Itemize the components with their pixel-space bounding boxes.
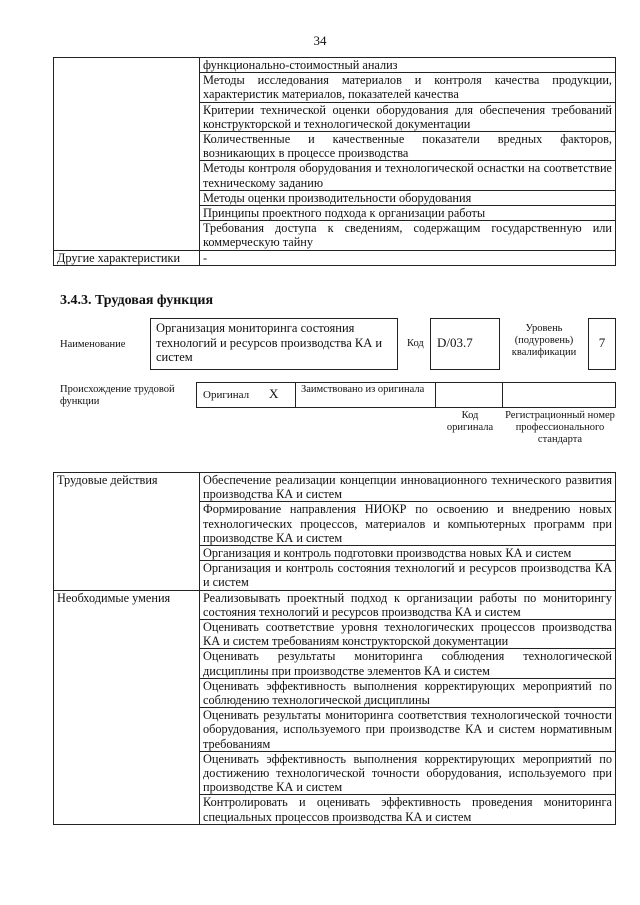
- list-item: Организация и контроль состояния технологий и ресурсов производства КА и систем: [200, 561, 616, 590]
- registration-caption: Регистрационный номер профессионального стандарта: [505, 410, 615, 445]
- level-label: Уровень (подуровень) квалификации: [511, 323, 577, 358]
- list-item: Оценивать эффективность выполнения корректирующих мероприятий по соблюдению технологической дисциплины: [200, 678, 616, 707]
- table-row: [54, 58, 616, 73]
- list-item: Оценивать эффективность выполнения корректирующих мероприятий по достижению технологической точности оборудования, используемого при производстве КА и систем: [200, 751, 616, 795]
- function-name-box: [150, 318, 398, 370]
- level-box: [588, 318, 616, 370]
- list-item: Методы контроля оборудования и технологической оснастки на соответствие техническому заданию: [200, 161, 616, 190]
- list-item: Количественные и качественные показатели вредных факторов, возникающих в процессе производства: [200, 132, 616, 161]
- table-label-cell: [54, 58, 200, 251]
- list-item: Оценивать результаты мониторинга соответствия технологической точности оборудования, используемого при производстве КА и систем нормативным требованиям: [200, 708, 616, 752]
- list-item: функционально-стоимостный анализ: [200, 58, 616, 73]
- list-item: Оценивать результаты мониторинга соблюдения технологической дисциплины при производстве элементов КА и систем: [200, 649, 616, 678]
- list-item: Формирование направления НИОКР по освоению и внедрению новых технологических процессов, материалов и компьютерных программ при производстве КА и систем: [200, 502, 616, 546]
- original-box: [196, 382, 296, 408]
- origin-label: Происхождение трудовой функции: [60, 384, 175, 407]
- code-value: D/03.7: [437, 335, 473, 350]
- table-row: [54, 590, 616, 619]
- code-label: Код: [407, 338, 424, 349]
- original-label: Оригинал: [203, 389, 250, 401]
- name-label: Наименование: [60, 339, 126, 350]
- original-code-caption: Код оригинала: [446, 410, 494, 433]
- original-code-box: [435, 382, 503, 408]
- borrowed-label: Заимствовано из оригинала: [301, 384, 425, 395]
- knowledge-table: [53, 57, 616, 266]
- list-item: Реализовывать проектный подход к организации работы по мониторингу состояния технологий и ресурсов производства КА и систем: [200, 590, 616, 619]
- list-item: Методы оценки производительности оборудования: [200, 190, 616, 205]
- list-item: Организация и контроль подготовки производства новых КА и систем: [200, 546, 616, 561]
- table-row: [54, 473, 616, 502]
- list-item: Критерии технической оценки оборудования для обеспечения требований конструкторской и технологической документации: [200, 102, 616, 131]
- borrowed-box: [295, 382, 436, 408]
- list-item: Принципы проектного подхода к организации работы: [200, 206, 616, 221]
- page-number: 34: [313, 33, 327, 48]
- other-characteristics-value: -: [200, 250, 616, 265]
- table-row: [54, 250, 616, 265]
- labor-function-table: [53, 472, 616, 825]
- labor-actions-label: Трудовые действия: [54, 473, 200, 591]
- registration-number-box: [502, 382, 616, 408]
- section-heading: 3.4.3. Трудовая функция: [60, 293, 214, 308]
- level-value: 7: [598, 335, 606, 350]
- code-box: [430, 318, 500, 370]
- list-item: Оценивать соответствие уровня технологических процессов производства КА и систем требованиям конструкторской документации: [200, 620, 616, 649]
- list-item: Обеспечение реализации концепции инновационного технического развития производства КА и систем: [200, 473, 616, 502]
- other-characteristics-label: Другие характеристики: [54, 250, 200, 265]
- list-item: Контролировать и оценивать эффективность проведения мониторинга специальных процессов производства КА и систем: [200, 795, 616, 824]
- list-item: Методы исследования материалов и контроля качества продукции, характеристик материалов, показателей качества: [200, 73, 616, 102]
- skills-label: Необходимые умения: [54, 590, 200, 824]
- list-item: Требования доступа к сведениям, содержащим государственную или коммерческую тайну: [200, 221, 616, 250]
- function-name-value: Организация мониторинга состояния технологий и ресурсов производства КА и систем: [156, 321, 383, 364]
- original-mark: X: [269, 386, 279, 401]
